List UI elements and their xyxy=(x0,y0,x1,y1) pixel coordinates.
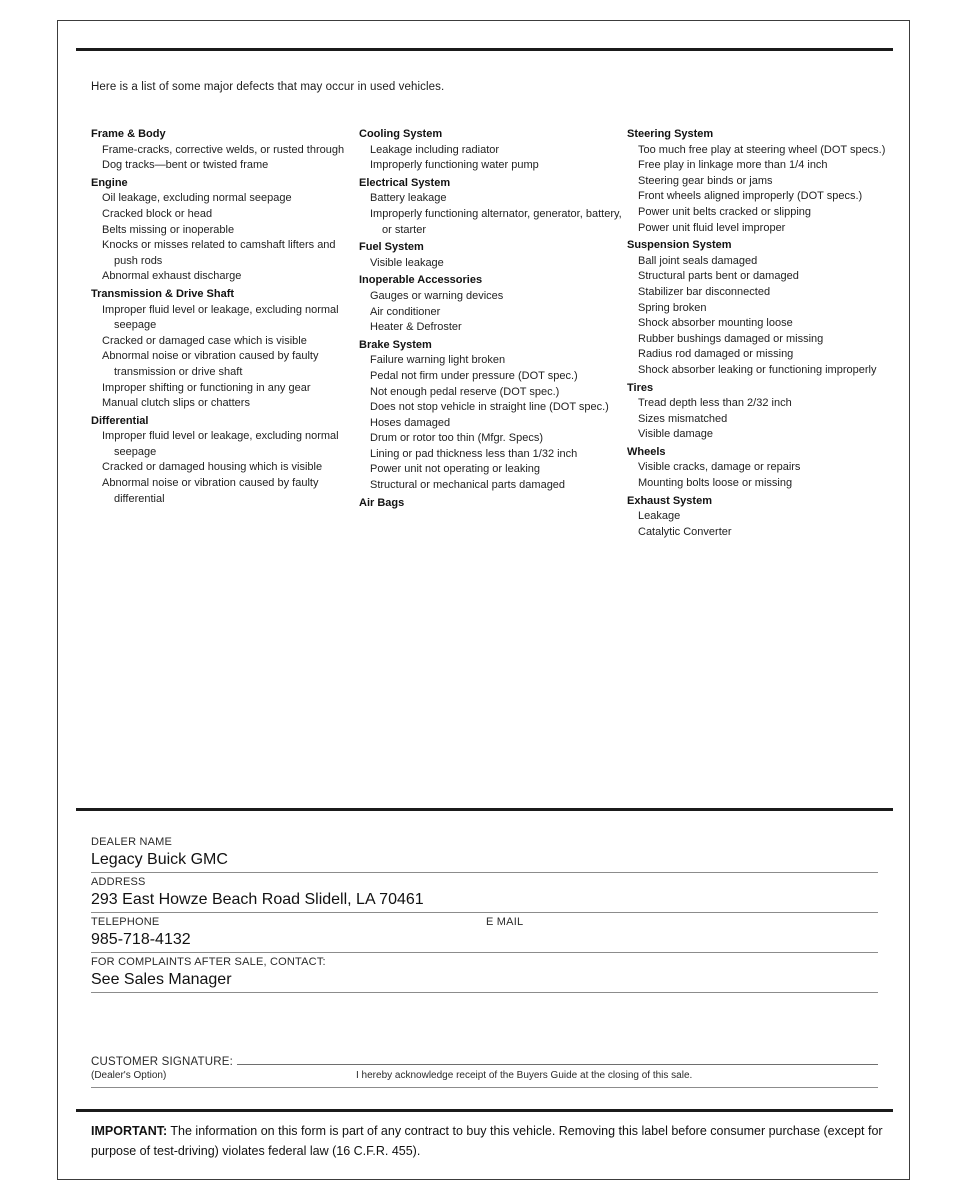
dealer-name-value[interactable]: Legacy Buick GMC xyxy=(91,851,228,868)
group-title: Wheels xyxy=(627,445,666,458)
defect-group-cooling-system xyxy=(359,127,627,174)
form-sheet xyxy=(57,20,910,1180)
list-item: Abnormal noise or vibration caused by faulty differential xyxy=(102,477,319,505)
dealer-address-field xyxy=(91,873,878,913)
list-item: Cracked or damaged housing which is visible xyxy=(102,461,323,474)
list-item: Sizes mismatched xyxy=(638,412,728,425)
dealer-name-field xyxy=(91,833,878,873)
group-items xyxy=(91,191,359,285)
dealer-address-label: ADDRESS xyxy=(91,876,146,888)
defect-group-fuel-system xyxy=(359,240,627,271)
list-item: Shock absorber mounting loose xyxy=(638,317,793,330)
list-item: Drum or rotor too thin (Mfgr. Specs) xyxy=(370,432,543,445)
acknowledgement-text: I hereby acknowledge receipt of the Buyers Guide at the closing of this sale. xyxy=(356,1070,693,1081)
defect-group-transmission-drive-shaft xyxy=(91,287,359,412)
list-item: Improper fluid level or leakage, excluding normal seepage xyxy=(102,430,339,458)
list-item: Power unit not operating or leaking xyxy=(370,463,540,476)
list-item: Ball joint seals damaged xyxy=(638,254,758,267)
group-items xyxy=(359,143,627,174)
dealers-option-note: (Dealer's Option) xyxy=(91,1070,167,1081)
group-title: Exhaust System xyxy=(627,494,712,507)
list-item: Mounting bolts loose or missing xyxy=(638,477,793,490)
dealer-telephone-value[interactable]: 985-718-4132 xyxy=(91,931,191,948)
defects-columns xyxy=(91,125,891,541)
list-item: Air conditioner xyxy=(370,305,441,318)
list-item: Dog tracks—bent or twisted frame xyxy=(102,159,269,172)
list-item: Abnormal exhaust discharge xyxy=(102,270,242,283)
list-item: Failure warning light broken xyxy=(370,354,506,367)
important-heading: IMPORTANT: xyxy=(91,1124,168,1138)
list-item: Front wheels aligned improperly (DOT specs.) xyxy=(638,190,863,203)
list-item: Power unit fluid level improper xyxy=(638,221,786,234)
dealer-email-label: E MAIL xyxy=(486,916,524,928)
list-item: Leakage xyxy=(638,510,681,523)
group-items xyxy=(627,143,891,237)
list-item: Tread depth less than 2/32 inch xyxy=(638,397,792,410)
middle-divider xyxy=(76,808,893,811)
group-title: Cooling System xyxy=(359,128,443,140)
list-item: Abnormal noise or vibration caused by faulty transmission or drive shaft xyxy=(102,350,319,378)
list-item: Manual clutch slips or chatters xyxy=(102,397,250,410)
defect-group-suspension-system xyxy=(627,238,891,378)
defect-group-exhaust-system xyxy=(627,494,891,541)
list-item: Not enough pedal reserve (DOT spec.) xyxy=(370,385,560,398)
list-item: Battery leakage xyxy=(370,192,447,205)
defect-group-electrical-system xyxy=(359,176,627,238)
defect-group-differential xyxy=(91,414,359,508)
list-item: Improperly functioning water pump xyxy=(370,159,539,172)
list-item: Structural parts bent or damaged xyxy=(638,270,799,283)
list-item: Rubber bushings damaged or missing xyxy=(638,332,824,345)
bottom-divider xyxy=(76,1109,893,1112)
list-item: Leakage including radiator xyxy=(370,143,500,156)
group-title: Tires xyxy=(627,381,654,394)
defects-column-1 xyxy=(91,125,359,541)
defect-group-steering-system xyxy=(627,127,891,236)
list-item: Hoses damaged xyxy=(370,416,451,429)
intro-text: Here is a list of some major defects that may occur in used vehicles. xyxy=(91,81,445,93)
dealer-address-value[interactable]: 293 East Howze Beach Road Slidell, LA 70461 xyxy=(91,891,424,908)
list-item: Shock absorber leaking or functioning improperly xyxy=(638,363,877,376)
list-item: Does not stop vehicle in straight line (DOT spec.) xyxy=(370,401,609,414)
group-title: Frame & Body xyxy=(91,128,166,140)
defect-group-tires xyxy=(627,381,891,443)
dealer-complaints-value[interactable]: See Sales Manager xyxy=(91,971,232,988)
group-items xyxy=(627,254,891,379)
group-items xyxy=(627,396,891,443)
list-item: Knocks or misses related to camshaft lifters and push rods xyxy=(102,239,336,267)
defect-group-frame-body xyxy=(91,127,359,174)
dealer-name-label: DEALER NAME xyxy=(91,836,173,848)
list-item: Power unit belts cracked or slipping xyxy=(638,205,812,218)
list-item: Structural or mechanical parts damaged xyxy=(370,479,566,492)
list-item: Radius rod damaged or missing xyxy=(638,348,794,361)
list-item: Stabilizer bar disconnected xyxy=(638,285,771,298)
list-item: Visible cracks, damage or repairs xyxy=(638,461,801,474)
dealer-info-block xyxy=(91,833,878,993)
list-item: Belts missing or inoperable xyxy=(102,223,235,236)
top-divider xyxy=(76,48,893,51)
group-items xyxy=(627,509,891,540)
group-items xyxy=(627,460,891,491)
group-title: Electrical System xyxy=(359,176,451,189)
defect-group-air-bags xyxy=(359,496,627,512)
group-title: Steering System xyxy=(627,128,714,140)
list-item: Too much free play at steering wheel (DOT specs.) xyxy=(638,143,886,156)
list-item: Cracked or damaged case which is visible xyxy=(102,334,307,347)
defect-group-brake-system xyxy=(359,338,627,494)
list-item: Lining or pad thickness less than 1/32 inch xyxy=(370,447,578,460)
group-items xyxy=(91,143,359,174)
group-items xyxy=(359,353,627,493)
group-items xyxy=(359,191,627,238)
defect-group-wheels xyxy=(627,445,891,492)
important-notice xyxy=(91,1121,891,1161)
defects-column-3 xyxy=(627,125,891,541)
dealer-complaints-label: FOR COMPLAINTS AFTER SALE, CONTACT: xyxy=(91,956,326,968)
list-item: Spring broken xyxy=(638,301,707,314)
group-title: Differential xyxy=(91,414,149,427)
list-item: Catalytic Converter xyxy=(638,525,732,538)
group-title: Inoperable Accessories xyxy=(359,274,483,287)
list-item: Oil leakage, excluding normal seepage xyxy=(102,192,292,205)
defect-group-engine xyxy=(91,176,359,285)
list-item: Pedal not firm under pressure (DOT spec.) xyxy=(370,369,578,382)
list-item: Visible leakage xyxy=(370,256,444,269)
defect-group-inoperable-accessories xyxy=(359,273,627,335)
group-title: Air Bags xyxy=(359,496,405,509)
group-items xyxy=(91,303,359,412)
list-item: Steering gear binds or jams xyxy=(638,174,773,187)
dealer-email-value[interactable] xyxy=(486,929,878,952)
group-title: Fuel System xyxy=(359,241,424,254)
group-title: Brake System xyxy=(359,338,432,351)
dealer-telephone-label: TELEPHONE xyxy=(91,916,160,928)
group-items xyxy=(91,429,359,507)
field-underline xyxy=(91,992,878,993)
group-items xyxy=(359,256,627,272)
group-title: Transmission & Drive Shaft xyxy=(91,287,235,300)
group-title: Engine xyxy=(91,176,128,189)
important-text: The information on this form is part of any contract to buy this vehicle. Removing this label before consumer purchase (except for purpose of test-driving) violates federal law (16 C.F.R. 455). xyxy=(91,1124,883,1158)
list-item: Improperly functioning alternator, generator, battery, or starter xyxy=(370,207,622,236)
customer-signature-label: CUSTOMER SIGNATURE: xyxy=(91,1056,234,1068)
list-item: Gauges or warning devices xyxy=(370,289,504,302)
group-items xyxy=(359,289,627,336)
signature-line[interactable] xyxy=(237,1064,878,1065)
customer-signature-block xyxy=(91,1056,878,1088)
dealer-complaints-field xyxy=(91,953,878,993)
group-title: Suspension System xyxy=(627,239,732,252)
list-item: Improper fluid level or leakage, excluding normal seepage xyxy=(102,303,339,332)
list-item: Free play in linkage more than 1/4 inch xyxy=(638,159,828,172)
defects-column-2 xyxy=(359,125,627,541)
list-item: Heater & Defroster xyxy=(370,321,462,334)
list-item: Visible damage xyxy=(638,428,714,441)
signature-underline xyxy=(91,1087,878,1088)
list-item: Cracked block or head xyxy=(102,207,213,220)
list-item: Frame-cracks, corrective welds, or rusted through xyxy=(102,143,345,156)
dealer-contact-row xyxy=(91,913,878,953)
list-item: Improper shifting or functioning in any gear xyxy=(102,381,311,394)
